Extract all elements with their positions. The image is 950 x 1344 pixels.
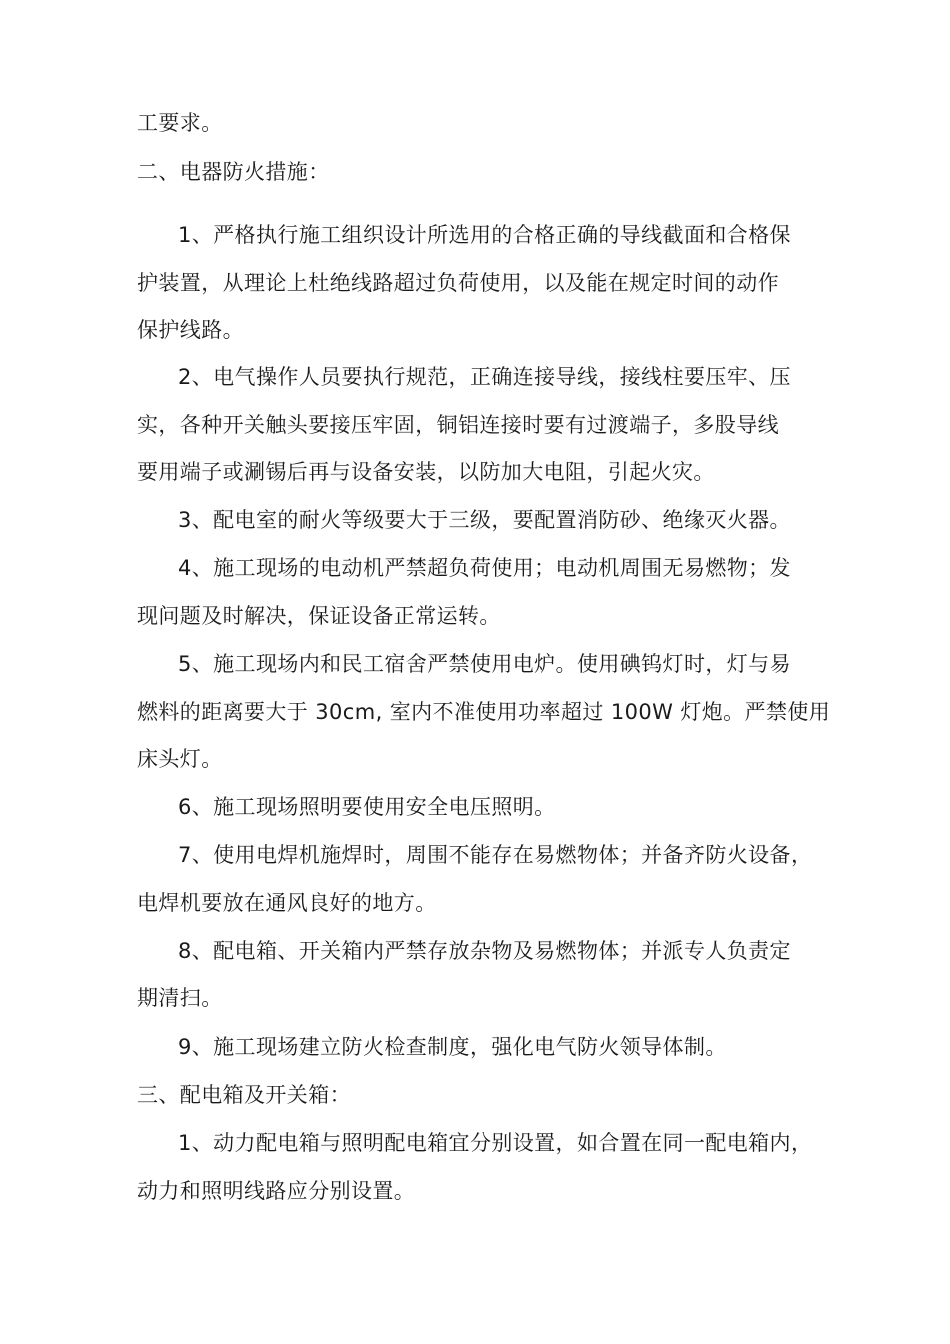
text-line: 8、配电箱、开关箱内严禁存放杂物及易燃物体；并派专人负责定	[178, 939, 791, 963]
text-line: 1、严格执行施工组织设计所选用的合格正确的导线截面和合格保	[178, 223, 791, 247]
section-heading: 三、配电箱及开关箱：	[137, 1083, 351, 1107]
text-line: 5、施工现场内和民工宿舍严禁使用电炉。使用碘钨灯时，灯与易	[178, 652, 791, 676]
text-line: 动力和照明线路应分别设置。	[137, 1179, 416, 1203]
text-line: 9、施工现场建立防火检查制度，强化电气防火领导体制。	[178, 1035, 727, 1059]
text-line: 2、电气操作人员要执行规范，正确连接导线，接线柱要压牢、压	[178, 365, 791, 389]
text-line: 1、动力配电箱与照明配电箱宜分别设置，如合置在同一配电箱内，	[178, 1131, 813, 1155]
text-line: 4、施工现场的电动机严禁超负荷使用；电动机周围无易燃物；发	[178, 556, 791, 580]
text-line: 要用端子或涮锡后再与设备安装，以防加大电阻，引起火灾。	[137, 460, 715, 484]
text-line: 7、使用电焊机施焊时，周围不能存在易燃物体；并备齐防火设备，	[178, 843, 813, 867]
text-line: 工要求。	[137, 111, 223, 135]
text-line: 期清扫。	[137, 986, 223, 1010]
text-line: 护装置，从理论上杜绝线路超过负荷使用，以及能在规定时间的动作	[137, 271, 779, 295]
text-line: 燃料的距离要大于 30cm, 室内不准使用功率超过 100W 灯炮。严禁使用	[137, 700, 831, 724]
text-line: 3、配电室的耐火等级要大于三级，要配置消防砂、绝缘灭火器。	[178, 508, 791, 532]
text-line: 现问题及时解决，保证设备正常运转。	[137, 604, 501, 628]
section-heading: 二、电器防火措施：	[137, 160, 330, 184]
text-line: 实，各种开关触头要接压牢固，铜铝连接时要有过渡端子，多股导线	[137, 413, 779, 437]
text-line: 保护线路。	[137, 318, 244, 342]
text-line: 床头灯。	[137, 747, 223, 771]
text-line: 6、施工现场照明要使用安全电压照明。	[178, 795, 556, 819]
text-line: 电焊机要放在通风良好的地方。	[137, 891, 437, 915]
